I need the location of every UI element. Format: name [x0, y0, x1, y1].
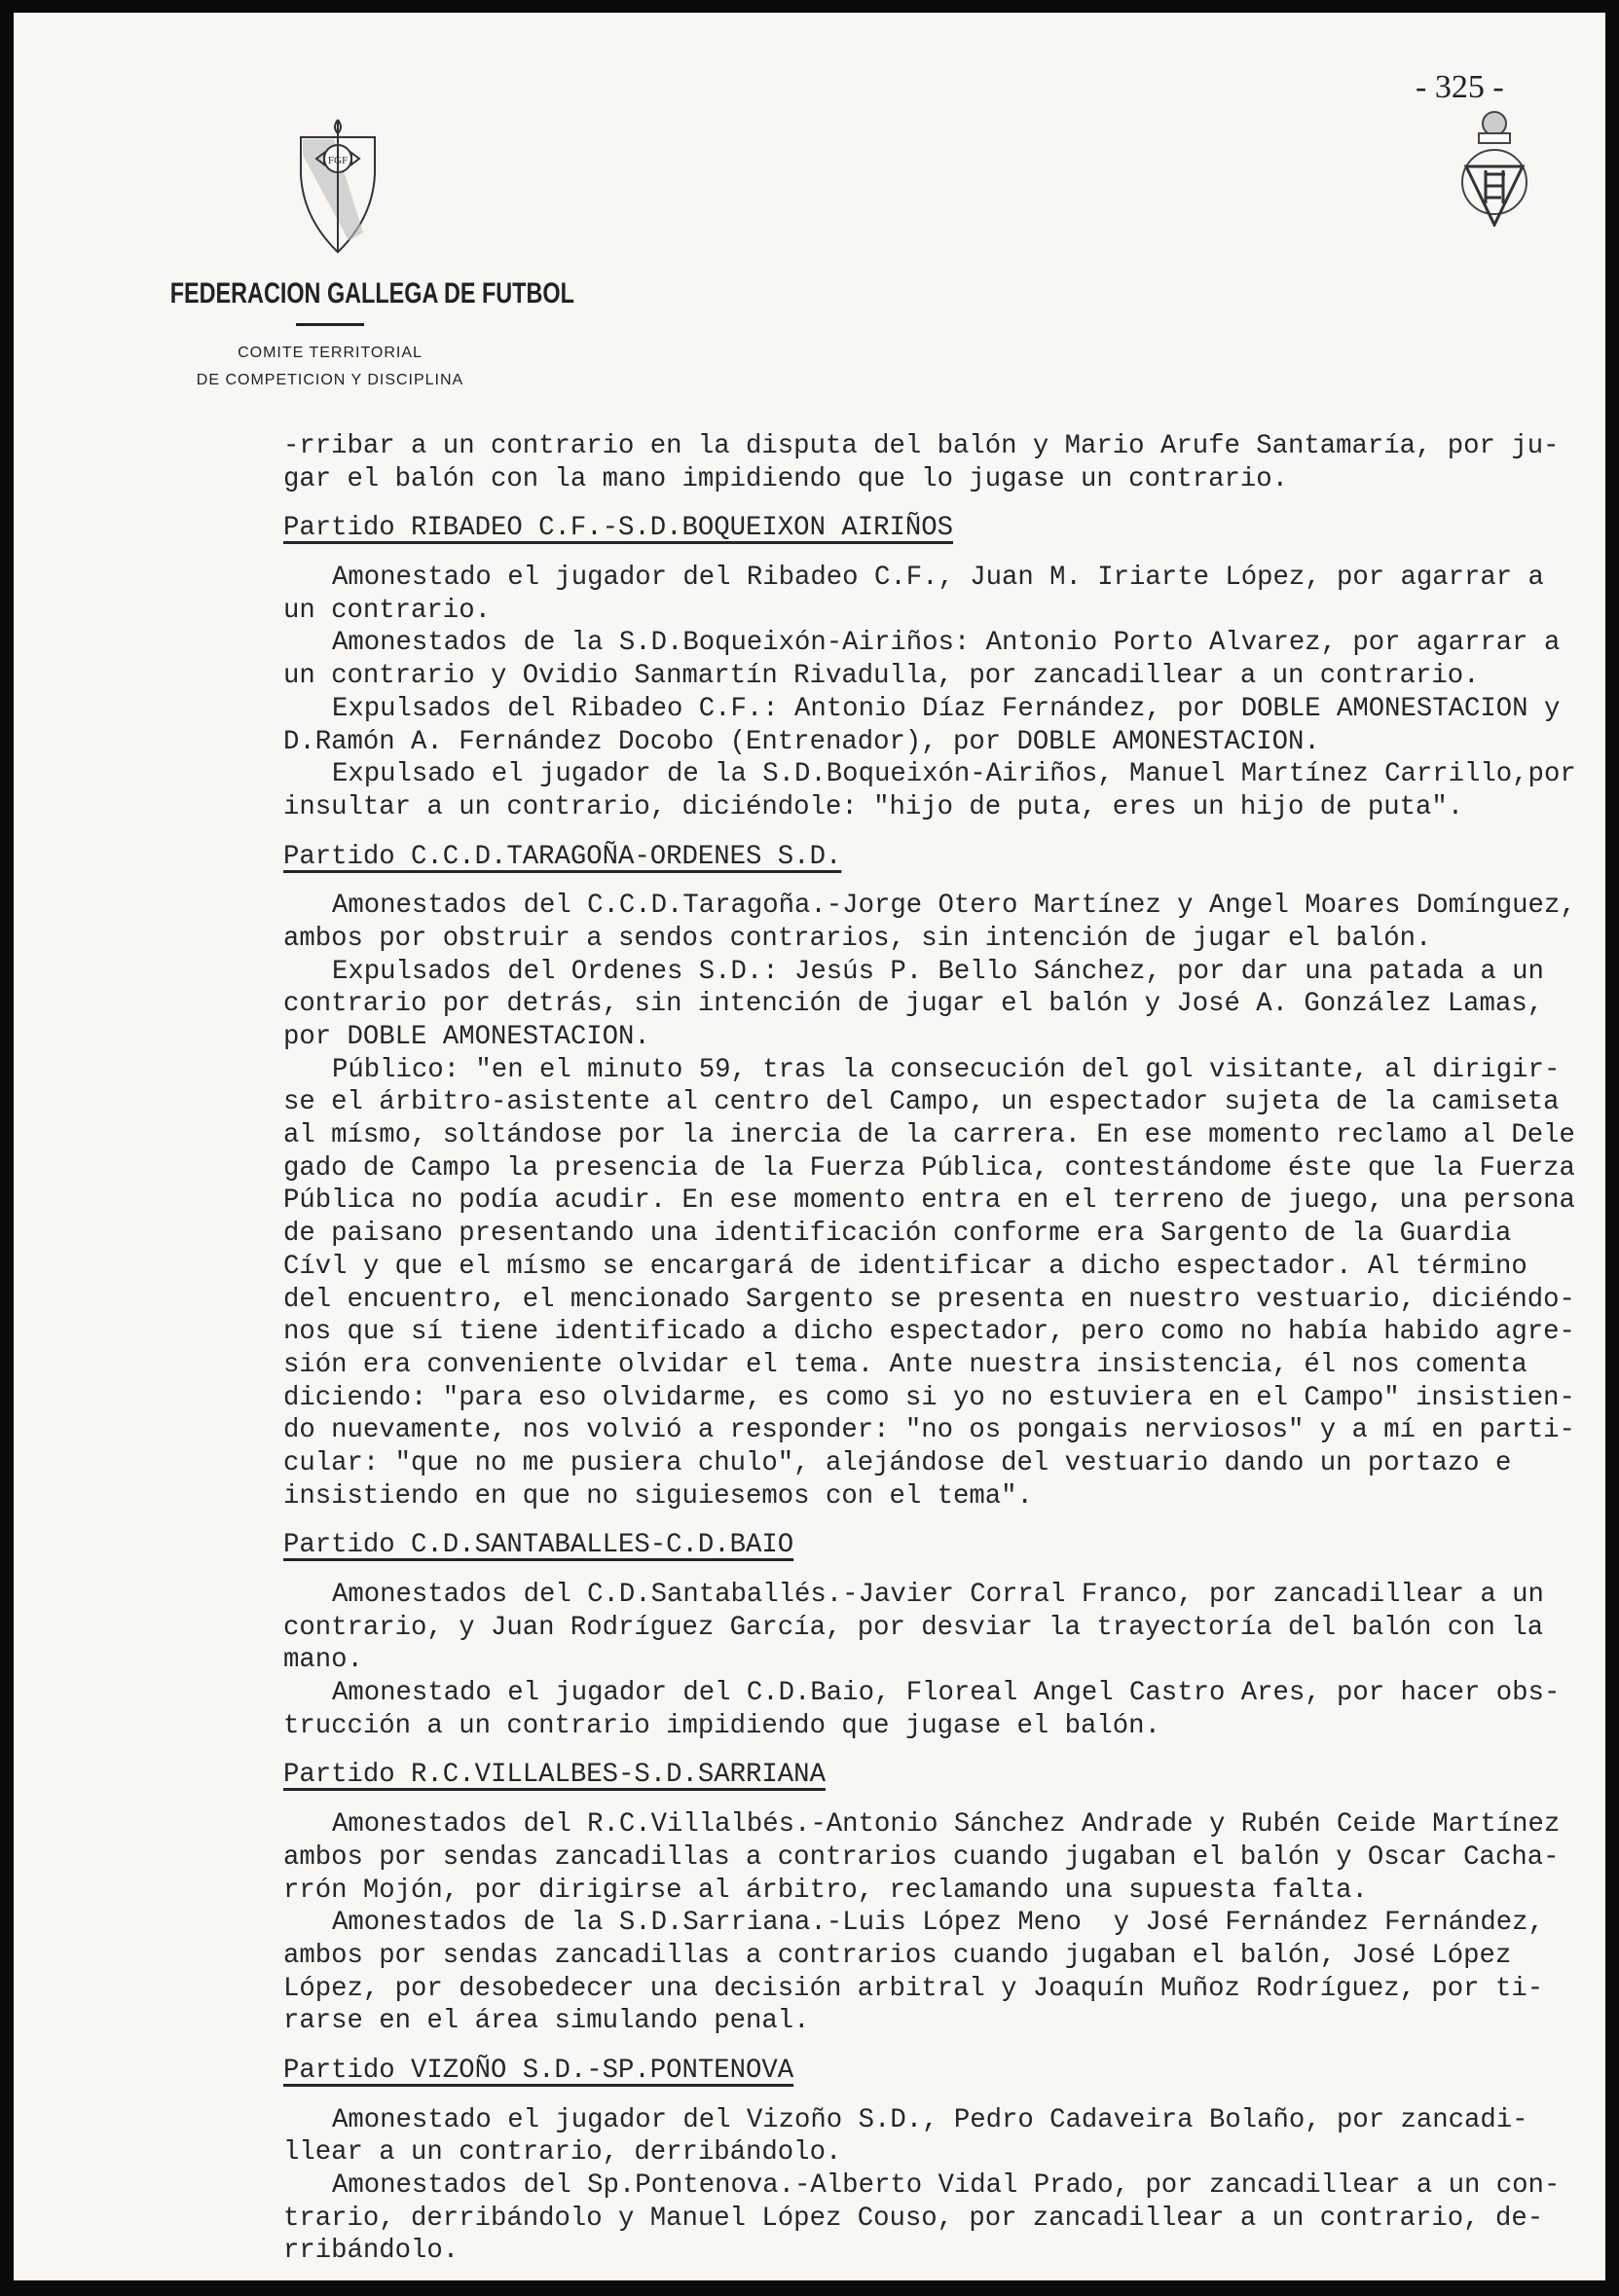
match-heading-text: Partido VIZOÑO S.D.-SP.PONTENOVA [283, 2055, 794, 2086]
text-line: cular: "que no me pusiera chulo", alejándose del vestuario dando un portazo e [283, 1447, 1512, 1478]
text-line: trario, derribándolo y Manuel López Couso, por zancadillear a un contrario, de- [283, 2203, 1544, 2234]
text-line: Amonestados del R.C.Villalbés.-Antonio Sánchez Andrade y Rubén Ceide Martínez [332, 1809, 1561, 1840]
text-line: rarse en el área simulando penal. [283, 2006, 810, 2037]
text-line: insistiendo en que no siguiesemos con el tema". [283, 1480, 1033, 1512]
match-heading-text: Partido C.C.D.TARAGOÑA-ORDENES S.D. [283, 841, 842, 872]
text-line: Cívl y que el mísmo se encargará de identificar a dicho espectador. Al término [283, 1251, 1527, 1282]
paragraph [283, 956, 1617, 1054]
text-line: diciendo: "para eso olvidarme, es como si yo no estuviera en el Campo" insistien- [283, 1382, 1575, 1413]
galician-federation-shield-logo [295, 116, 381, 256]
text-line: Expulsados del Ordenes S.D.: Jesús P. Bello Sánchez, por dar una patada a un [332, 956, 1544, 987]
text-line: contrario por detrás, sin intención de jugar el balón y José A. González Lamas, [283, 989, 1544, 1020]
text-line: un contrario. [283, 595, 491, 626]
match-heading [283, 1759, 1617, 1792]
match-heading [283, 2055, 1617, 2088]
text-line: al mísmo, soltándose por la inercia de la carrera. En ese momento reclamo al Dele [283, 1120, 1575, 1151]
paragraph [283, 1907, 1617, 2038]
paragraph [283, 1808, 1617, 1907]
document-body [283, 430, 1617, 2268]
paragraph [283, 562, 1617, 627]
text-line: por DOBLE AMONESTACION. [283, 1022, 650, 1052]
committee-name-line2: DE COMPETICION Y DISCIPLINA [196, 372, 464, 388]
svg-text:FGF: FGF [327, 155, 349, 166]
text-line: Expulsados del Ribadeo C.F.: Antonio Díaz Fernández, por DOBLE AMONESTACION y [332, 693, 1561, 724]
text-line: ambos por sendas zancadillas a contrarios cuando jugaban el balón y Oscar Cacha- [283, 1841, 1560, 1873]
text-line: ambos por obstruir a sendos contrarios, sin intención de jugar el balón. [283, 923, 1432, 954]
text-line: Amonestados de la S.D.Sarriana.-Luis López Meno y José Fernández Fernández, [332, 1908, 1544, 1939]
text-line: D.Ramón A. Fernández Docobo (Entrenador), por DOBLE AMONESTACION. [283, 726, 1320, 757]
text-line: -rribar a un contrario en la disputa del balón y Mario Arufe Santamaría, por ju- [283, 431, 1560, 461]
text-line: rrón Mojón, por dirigirse al árbitro, reclamando una supuesta falta. [283, 1875, 1368, 1906]
text-line: contrario, y Juan Rodríguez García, por desviar la trayectoría del balón con la [283, 1612, 1544, 1643]
text-line: Amonestado el jugador del Ribadeo C.F., Juan M. Iriarte López, por agarrar a [332, 563, 1544, 594]
text-line: gar el balón con la mano impidiendo que lo jugase un contrario. [283, 463, 1288, 494]
committee-name-line1: COMITE TERRITORIAL [238, 345, 423, 361]
divider [296, 323, 364, 326]
paragraph [283, 1579, 1617, 1677]
text-line: Público: "en el minuto 59, tras la consecución del gol visitante, al dirigir- [332, 1054, 1561, 1085]
document-page [14, 13, 1605, 2280]
match-heading-text: Partido C.D.SANTABALLES-C.D.BAIO [283, 1530, 794, 1561]
text-line: ambos por sendas zancadillas a contrarios cuando jugaban el balón, José López [283, 1940, 1512, 1971]
match-heading-text: Partido RIBADEO C.F.-S.D.BOQUEIXON AIRIÑOS [283, 513, 953, 544]
paragraph [283, 2169, 1617, 2268]
match-heading-text: Partido R.C.VILLALBES-S.D.SARRIANA [283, 1760, 826, 1791]
text-line: Amonestado el jugador del C.D.Baio, Floreal Angel Castro Ares, por hacer obs- [332, 1678, 1561, 1709]
paragraph [283, 758, 1617, 823]
text-line: de paisano presentando una identificación conforme era Sargento de la Guardia [283, 1219, 1512, 1250]
spanish-federation-crest-logo [1454, 106, 1534, 227]
text-line: López, por desobedecer una decisión arbitral y Joaquín Muñoz Rodríguez, por ti- [283, 1973, 1544, 2004]
text-line: sión era conveniente olvidar el tema. Ante nuestra insistencia, él nos comenta [283, 1349, 1527, 1380]
match-heading [283, 512, 1617, 545]
page-number: - 325 - [1416, 69, 1504, 105]
text-line: Amonestados del C.D.Santaballés.-Javier Corral Franco, por zancadillear a un [332, 1580, 1544, 1610]
paragraph [283, 2104, 1617, 2169]
text-line: insultar a un contrario, diciéndole: "hijo de puta, eres un hijo de puta". [283, 791, 1464, 822]
text-line: mano. [283, 1645, 363, 1676]
paragraph [283, 627, 1617, 692]
paragraph [283, 693, 1617, 758]
text-line: Amonestado el jugador del Vizoño S.D., Pedro Cadaveira Bolaño, por zancadi- [332, 2104, 1528, 2135]
text-line: rribándolo. [283, 2236, 460, 2267]
match-heading [283, 1529, 1617, 1562]
text-line: do nuevamente, nos volvió a responder: "no os pongais nerviosos" y a mí en parti- [283, 1415, 1575, 1446]
paragraph [283, 1677, 1617, 1742]
text-line: llear a un contrario, derribándolo. [283, 2137, 842, 2168]
text-line: Amonestados del Sp.Pontenova.-Alberto Vidal Prado, por zancadillear a un con- [332, 2170, 1561, 2201]
paragraph [283, 890, 1617, 955]
text-line: un contrario y Ovidio Sanmartín Rivadulla, por zancadillear a un contrario. [283, 661, 1480, 692]
text-line: del encuentro, el mencionado Sargento se presenta en nuestro vestuario, diciéndo- [283, 1284, 1575, 1315]
text-line: Amonestados del C.C.D.Taragoña.-Jorge Otero Martínez y Angel Moares Domínguez, [332, 891, 1576, 922]
paragraph [283, 1054, 1617, 1513]
text-line: trucción a un contrario impidiendo que jugase el balón. [283, 1710, 1160, 1741]
match-heading [283, 841, 1617, 874]
text-line: se el árbitro-asistente al centro del Campo, un espectador sujeta de la camiseta [283, 1087, 1560, 1118]
text-line: Amonestados de la S.D.Boqueixón-Airiños: Antonio Porto Alvarez, por agarrar a [332, 628, 1561, 659]
text-line: nos que sí tiene identificado a dicho espectador, pero como no había habido agre- [283, 1317, 1575, 1348]
text-line: Expulsado el jugador de la S.D.Boqueixón-Airiños, Manuel Martínez Carrillo,por [332, 759, 1576, 790]
federation-title: FEDERACION GALLEGA DE FUTBOL [169, 277, 574, 310]
text-line: gado de Campo la presencia de la Fuerza Pública, contestándome éste que la Fuerza [283, 1152, 1575, 1184]
text-line: Pública no podía acudir. En ese momento entra en el terreno de juego, una persona [283, 1185, 1575, 1217]
